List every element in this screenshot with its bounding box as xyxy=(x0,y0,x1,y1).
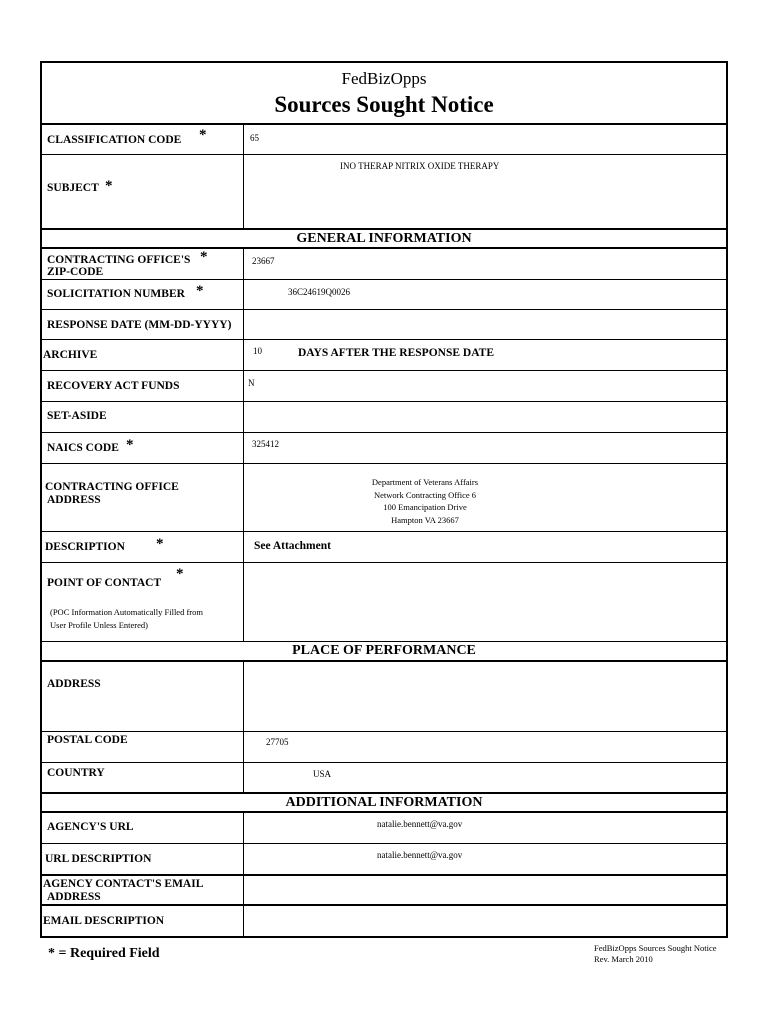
section-additional-information: ADDITIONAL INFORMATION xyxy=(42,793,726,813)
zip-label-line2: ZIP-CODE xyxy=(47,266,104,278)
office-address-line: Hampton VA 23667 xyxy=(391,514,459,525)
required-star: * xyxy=(105,178,113,194)
row-email-description xyxy=(42,906,726,936)
classification-code-label: CLASSIFICATION CODE xyxy=(47,134,182,146)
office-address-line: Department of Veterans Affairs xyxy=(371,477,479,487)
office-address-line: 100 Emancipation Drive xyxy=(383,502,467,512)
section-place-of-performance: PLACE OF PERFORMANCE xyxy=(42,642,726,662)
office-address-field[interactable] xyxy=(244,464,726,531)
naics-code-value: 325412 xyxy=(252,439,279,449)
header-title: Sources Sought Notice xyxy=(274,92,494,117)
office-address-line: Network Contracting Office 6 xyxy=(373,489,477,500)
archive-field[interactable] xyxy=(244,340,726,370)
row-agency-url xyxy=(42,813,726,844)
required-star: * xyxy=(196,283,204,299)
required-field-legend: * = Required Field xyxy=(48,946,160,961)
subject-value: INO THERAP NITRIX OXIDE THERAPY xyxy=(340,161,500,171)
response-date-field[interactable] xyxy=(244,310,726,339)
agency-email-label-line2: ADDRESS xyxy=(47,891,101,903)
row-point-of-contact xyxy=(42,563,726,642)
recovery-value: N xyxy=(248,378,255,388)
response-date-label: RESPONSE DATE (MM-DD-YYYY) xyxy=(47,319,232,331)
row-solicitation-number xyxy=(42,280,726,310)
description-value: See Attachment xyxy=(254,540,331,552)
zip-code-field[interactable] xyxy=(244,249,726,279)
agency-url-value: natalie.bennett@va.gov xyxy=(377,819,463,829)
archive-label: ARCHIVE xyxy=(43,349,98,361)
required-star: * xyxy=(156,536,164,552)
postal-code-value: 27705 xyxy=(266,737,289,747)
row-response-date xyxy=(42,310,726,340)
archive-value: 10 xyxy=(253,346,262,356)
naics-label: NAICS CODE xyxy=(47,442,119,454)
postal-code-label: POSTAL CODE xyxy=(47,734,128,746)
row-agency-contact-email xyxy=(42,875,726,906)
required-star: * xyxy=(126,437,134,453)
row-archive xyxy=(42,340,726,371)
row-naics-code xyxy=(42,433,726,464)
required-star: * xyxy=(176,566,184,582)
zip-code-value: 23667 xyxy=(252,256,275,266)
form-name: FedBizOpps Sources Sought Notice xyxy=(594,943,717,953)
office-address-label-line1: CONTRACTING OFFICE xyxy=(45,481,179,493)
url-description-value: natalie.bennett@va.gov xyxy=(377,850,463,860)
agency-email-label-line1: AGENCY CONTACT'S EMAIL xyxy=(43,878,204,890)
address-label: ADDRESS xyxy=(47,678,101,690)
point-of-contact-field[interactable] xyxy=(244,563,726,641)
row-url-description xyxy=(42,844,726,875)
email-description-field[interactable] xyxy=(244,906,726,936)
row-country xyxy=(42,763,726,793)
agency-email-field[interactable] xyxy=(244,876,726,904)
row-set-aside xyxy=(42,402,726,433)
archive-suffix: DAYS AFTER THE RESPONSE DATE xyxy=(298,347,494,359)
row-description xyxy=(42,532,726,563)
url-description-label: URL DESCRIPTION xyxy=(45,853,152,865)
row-classification-code xyxy=(42,125,726,155)
description-field[interactable] xyxy=(244,532,726,562)
subject-field[interactable] xyxy=(244,155,726,228)
country-field[interactable] xyxy=(244,763,726,792)
country-value: USA xyxy=(313,769,332,779)
agency-url-field[interactable] xyxy=(244,813,726,843)
solicitation-number-field[interactable] xyxy=(244,280,726,309)
row-address xyxy=(42,662,726,732)
postal-code-field[interactable] xyxy=(244,732,726,762)
form-revision: Rev. March 2010 xyxy=(594,954,653,964)
sources-sought-form xyxy=(40,61,728,938)
required-star: * xyxy=(200,249,208,265)
row-zip-code xyxy=(42,249,726,280)
header-site-name: FedBizOpps xyxy=(341,69,427,88)
row-postal-code xyxy=(42,732,726,763)
poc-label: POINT OF CONTACT xyxy=(47,577,162,589)
country-label: COUNTRY xyxy=(47,767,105,779)
classification-code-value: 65 xyxy=(250,133,259,143)
recovery-field[interactable] xyxy=(244,371,726,401)
url-description-field[interactable] xyxy=(244,844,726,874)
row-subject xyxy=(42,155,726,229)
office-address-label-line2: ADDRESS xyxy=(47,494,101,506)
solicitation-number-value: 36C24619Q0026 xyxy=(288,287,351,297)
poc-note-line2: User Profile Unless Entered) xyxy=(50,620,148,630)
set-aside-label: SET-ASIDE xyxy=(47,410,107,422)
recovery-label: RECOVERY ACT FUNDS xyxy=(47,380,180,392)
row-recovery-act-funds xyxy=(42,371,726,402)
set-aside-field[interactable] xyxy=(244,402,726,432)
naics-code-field[interactable] xyxy=(244,433,726,463)
address-field[interactable] xyxy=(244,662,726,731)
required-star: * xyxy=(199,127,207,143)
agency-url-label: AGENCY'S URL xyxy=(47,821,134,833)
email-description-label: EMAIL DESCRIPTION xyxy=(43,915,165,927)
row-contracting-office-address xyxy=(42,464,726,532)
subject-label: SUBJECT xyxy=(47,182,99,194)
section-general-information: GENERAL INFORMATION xyxy=(42,229,726,249)
form-header xyxy=(42,63,726,125)
description-label: DESCRIPTION xyxy=(45,541,125,553)
zip-label-line1: CONTRACTING OFFICE'S xyxy=(47,254,191,266)
solicitation-label: SOLICITATION NUMBER xyxy=(47,288,185,300)
classification-code-field[interactable] xyxy=(244,125,726,154)
poc-note-line1: (POC Information Automatically Filled from xyxy=(50,607,203,617)
